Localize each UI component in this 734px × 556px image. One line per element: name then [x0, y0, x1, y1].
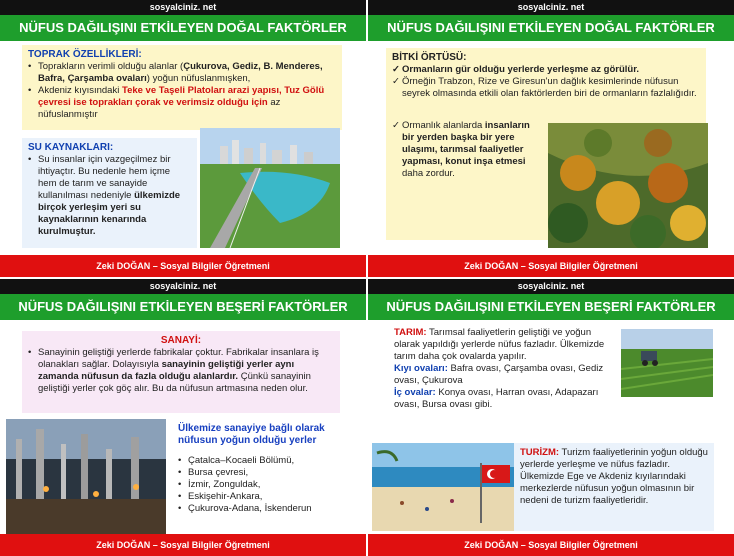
slide-agriculture-tourism: [368, 279, 734, 556]
list-item: • Çukurova-Adana, İskenderun: [178, 503, 336, 515]
slide-title: NÜFUS DAĞILIŞINI ETKİLEYEN DOĞAL FAKTÖRLER: [368, 15, 734, 41]
industry-list-heading: Ülkemize sanayiye bağlı olarak nüfusun yoğun olduğu yerler: [178, 423, 325, 446]
soil-box: [22, 45, 342, 130]
site-bar: sosyalciniz. net: [368, 279, 734, 294]
industry-list-box: [172, 419, 342, 534]
soil-item-1: • Toprakların verimli olduğu alanlar (Çukurova, Gediz, B. Menderes, Bafra, Çarşamba ovaları) yoğun nüfuslanmışken,: [28, 61, 336, 85]
coastal-plains: Kıyı ovaları: Bafra ovası, Çarşamba ovası, Gediz ovası, Çukurova: [394, 363, 604, 386]
agriculture-box: [388, 323, 618, 423]
water-text: • Su insanlar için vazgeçilmez bir ihtiyaçtır. Bu nedenle hem içme hem de tarım ve sanayide kullanılması nedeniyle ülkemizde birçok yerleşim yeri su kaynaklarının kenarında kurulmuştur.: [28, 154, 191, 238]
slide-soil-water: [0, 0, 366, 277]
slide-footer: Zeki DOĞAN – Sosyal Bilgiler Öğretmeni: [0, 534, 366, 556]
slide-title: NÜFUS DAĞILIŞINI ETKİLEYEN DOĞAL FAKTÖRLER: [0, 15, 366, 41]
lake-city-photo: [200, 128, 340, 248]
water-heading: SU KAYNAKLARI:: [28, 142, 114, 153]
industry-text: • Sanayinin geliştiği yerlerde fabrikalar çoktur. Fabrikalar insanlara iş olanakları sağlar. Dolayısıyla sanayinin geliştiği yerler aynı zamanda nüfusun da fazla olduğu alanlardır. Çünkü sanayinin geliştiği yerler çok göç alır. Bu da nüfusun artmasına neden olur.: [28, 347, 334, 395]
slide-footer: Zeki DOĞAN – Sosyal Bilgiler Öğretmeni: [368, 255, 734, 277]
vegetation-heading: BİTKİ ÖRTÜSÜ:: [392, 52, 467, 63]
slide-vegetation: [368, 0, 734, 277]
list-item: • Çatalca–Kocaeli Bölümü,: [178, 455, 336, 467]
soil-item-2: • Akdeniz kıyısındaki Teke ve Taşeli Platoları arazi yapısı, Tuz Gölü çevresi ise toprakları çorak ve verimsiz olduğu için az nüfuslanmıştır: [28, 85, 336, 121]
agriculture-text: TARIM: Tarımsal faaliyetlerin geliştiği ve yoğun olarak yapıldığı yerlerde nüfus fazladır. Ülkemizde tarım daha çok ovalarda yapılır.: [394, 327, 605, 362]
water-box: [22, 138, 197, 248]
slide-industry: [0, 279, 366, 556]
site-bar: sosyalciniz. net: [368, 0, 734, 15]
slide-title: NÜFUS DAĞILIŞINI ETKİLEYEN BEŞERİ FAKTÖRLER: [368, 294, 734, 320]
soil-heading: TOPRAK ÖZELLİKLERİ:: [28, 49, 142, 60]
slide-footer: Zeki DOĞAN – Sosyal Bilgiler Öğretmeni: [368, 534, 734, 556]
factory-photo: [6, 419, 166, 534]
list-item: • Bursa çevresi,: [178, 467, 336, 479]
site-bar: sosyalciniz. net: [0, 279, 366, 294]
vegetation-item-1: ✓ Ormanların gür olduğu yerlerde yerleşme az görülür.: [392, 64, 700, 76]
forest-photo: [548, 123, 708, 248]
vegetation-item-3: ✓ Ormanlık alanlarda insanların bir yerden başka bir yere ulaşımı, tarımsal faaliyetler yapması, konut inşa etmesi daha zordur.: [392, 120, 537, 180]
list-item: • İzmir, Zonguldak,: [178, 479, 336, 491]
beach-photo: [372, 443, 514, 531]
tourism-box: [514, 443, 714, 531]
slide-title: NÜFUS DAĞILIŞINI ETKİLEYEN BEŞERİ FAKTÖRLER: [0, 294, 366, 320]
slide-footer: Zeki DOĞAN – Sosyal Bilgiler Öğretmeni: [0, 255, 366, 277]
inland-plains: İç ovalar: Konya ovası, Harran ovası, Adapazarı ovası, Bursa ovası gibi.: [394, 387, 599, 410]
industry-heading: SANAYİ:: [160, 335, 202, 346]
vegetation-item-2: ✓ Örneğin Trabzon, Rize ve Giresun'un dağlık kesimlerinde nüfusun seyrek olmasında etkili olan faktörlerden biri de ormanların fazlalığıdır.: [392, 76, 700, 100]
site-bar: sosyalciniz. net: [0, 0, 366, 15]
tractor-photo: [621, 329, 713, 397]
industry-box: [22, 331, 340, 413]
list-item: • Eskişehir-Ankara,: [178, 491, 336, 503]
tourism-text: TURİZM: Turizm faaliyetlerinin yoğun olduğu yerlerde yerleşme ve nüfus fazladır. Ülkemizde Ege ve Akdeniz kıyılarındaki merkezlerde nüfusun yoğun olmasının bir nedeni de turizm faaliyetleridir.: [520, 447, 708, 506]
